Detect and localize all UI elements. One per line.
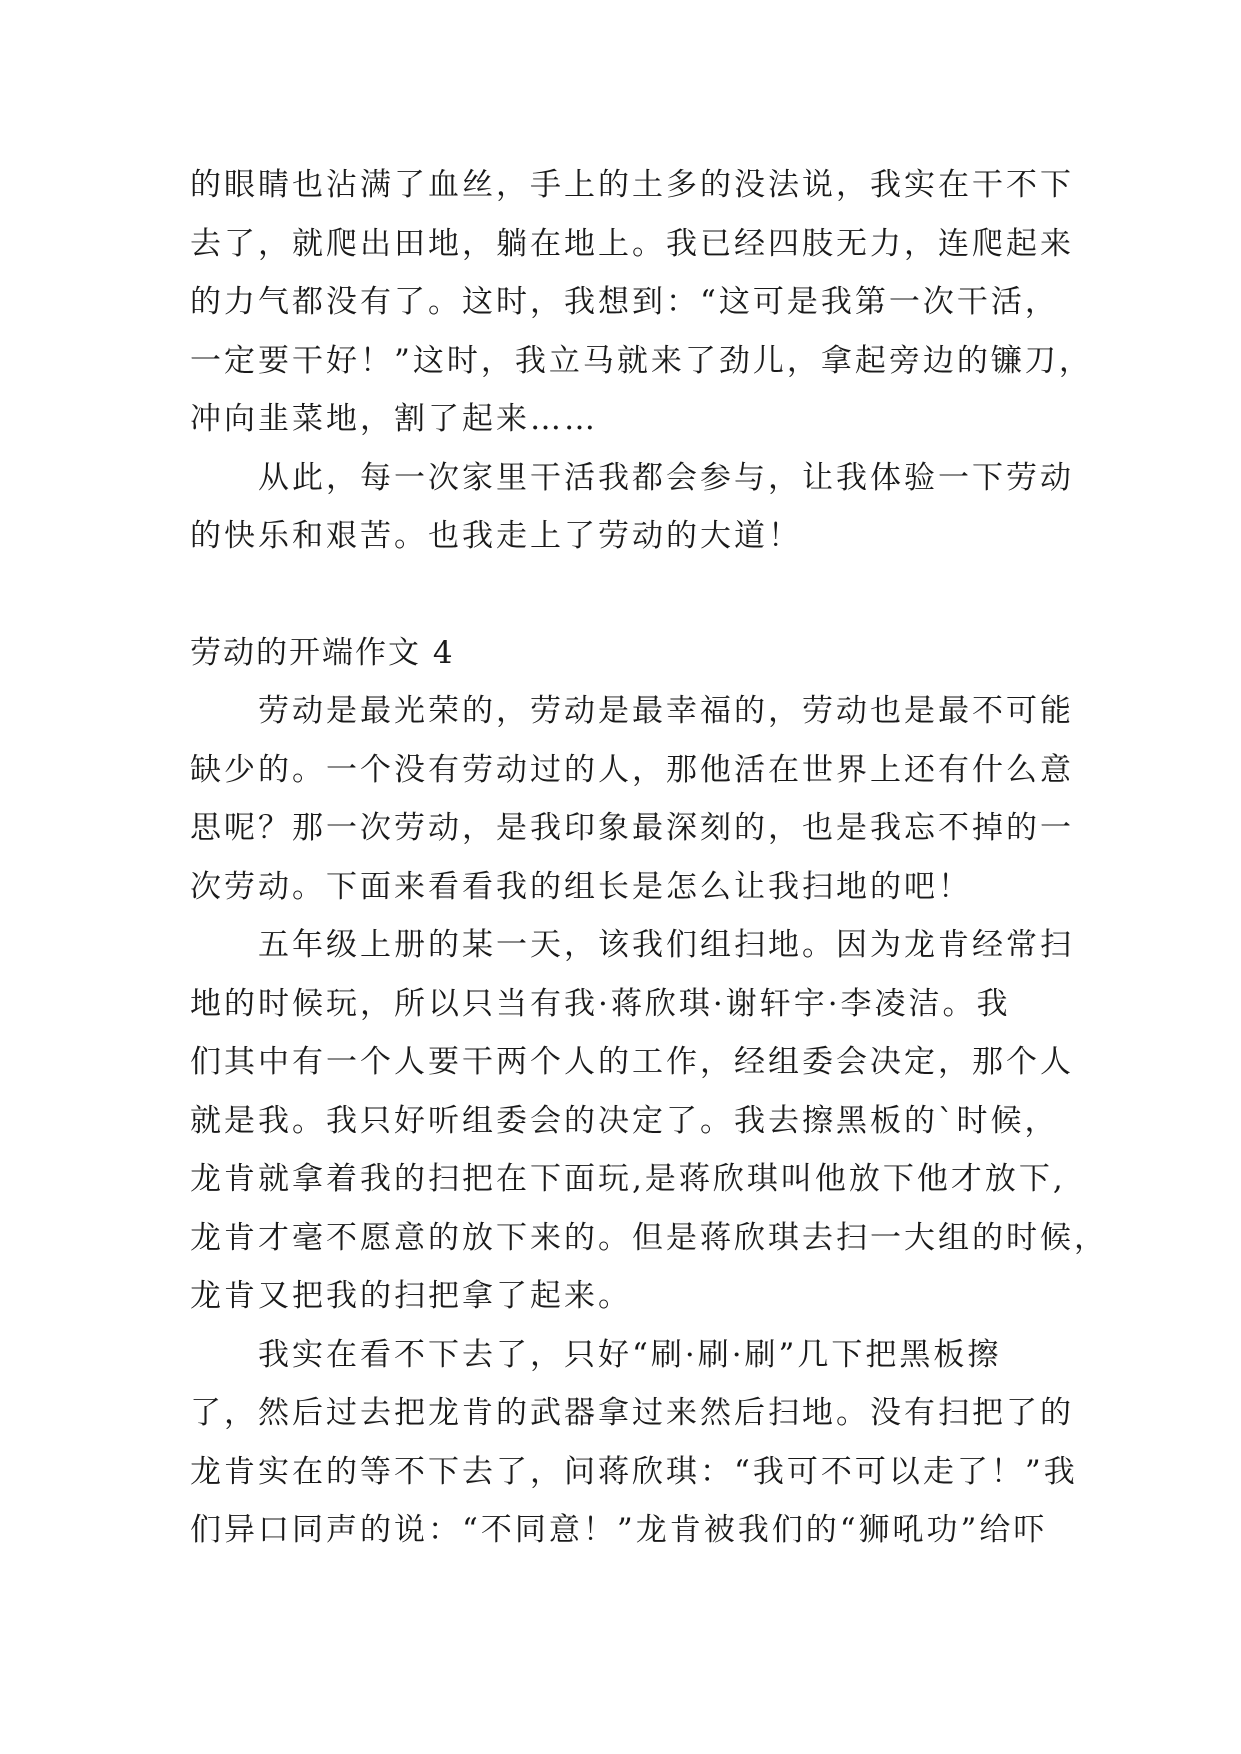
text-line: 了，然后过去把龙肯的武器拿过来然后扫地。没有扫把了的 <box>190 1395 1074 1431</box>
text-line: 的力气都没有了。这时，我想到：“这可是我第一次干活， <box>190 284 1059 320</box>
text-line: 的眼睛也沾满了血丝，手上的土多的没法说，我实在干不下 <box>190 167 1074 203</box>
paragraph-intro <box>190 682 1074 916</box>
text-line: 就是我。我只好听组委会的决定了。我去擦黑板的`时候， <box>190 1102 1059 1139</box>
text-line: 龙肯才毫不愿意的放下来的。但是蒋欣琪去扫一大组的时候， <box>190 1219 1108 1256</box>
text-line: 们异口同声的说：“不同意！”龙肯被我们的“狮吼功”给吓 <box>190 1512 1048 1548</box>
text-line: 们其中有一个人要干两个人的工作，经组委会决定，那个人 <box>190 1044 1074 1080</box>
text-line: 劳动是最光荣的，劳动是最幸福的，劳动也是最不可能 <box>258 693 1074 729</box>
text-line: 龙肯又把我的扫把拿了起来。 <box>190 1278 632 1314</box>
text-line: 去了，就爬出田地，躺在地上。我已经四肢无力，连爬起来 <box>190 225 1074 262</box>
text-line: 缺少的。一个没有劳动过的人，那他活在世界上还有什么意 <box>190 751 1074 788</box>
paragraph-story <box>190 916 1108 1326</box>
text-line: 龙肯实在的等不下去了，问蒋欣琪：“我可不可以走了！”我 <box>190 1453 1078 1490</box>
text-line: 冲向韭菜地，割了起来…… <box>190 401 598 437</box>
text-line: 一定要干好！”这时，我立马就来了劲儿，拿起旁边的镰刀， <box>190 342 1093 379</box>
text-line: 的快乐和艰苦。也我走上了劳动的大道！ <box>190 518 802 554</box>
paragraph-continuation <box>190 156 1093 449</box>
paragraph-conclusion <box>190 449 1074 566</box>
section-gap <box>190 566 1050 624</box>
text-line: 地的时候玩，所以只当有我·蒋欣琪·谢轩宇·李凌洁。我 <box>190 985 1011 1022</box>
paragraph-climax <box>190 1326 1078 1560</box>
text-line: 龙肯就拿着我的扫把在下面玩,是蒋欣琪叫他放下他才放下, <box>190 1161 1066 1197</box>
text-line: 思呢？那一次劳动，是我印象最深刻的，也是我忘不掉的一 <box>190 810 1074 846</box>
text-line: 五年级上册的某一天，该我们组扫地。因为龙肯经常扫 <box>258 927 1074 963</box>
text-line: 次劳动。下面来看看我的组长是怎么让我扫地的吧！ <box>190 868 972 905</box>
text-line: 从此，每一次家里干活我都会参与，让我体验一下劳动 <box>258 459 1074 496</box>
text-line: 我实在看不下去了，只好“刷·刷·刷”几下把黑板擦 <box>258 1336 1002 1373</box>
section-heading: 劳动的开端作文 4 <box>190 634 455 671</box>
document-body <box>190 156 1108 1560</box>
